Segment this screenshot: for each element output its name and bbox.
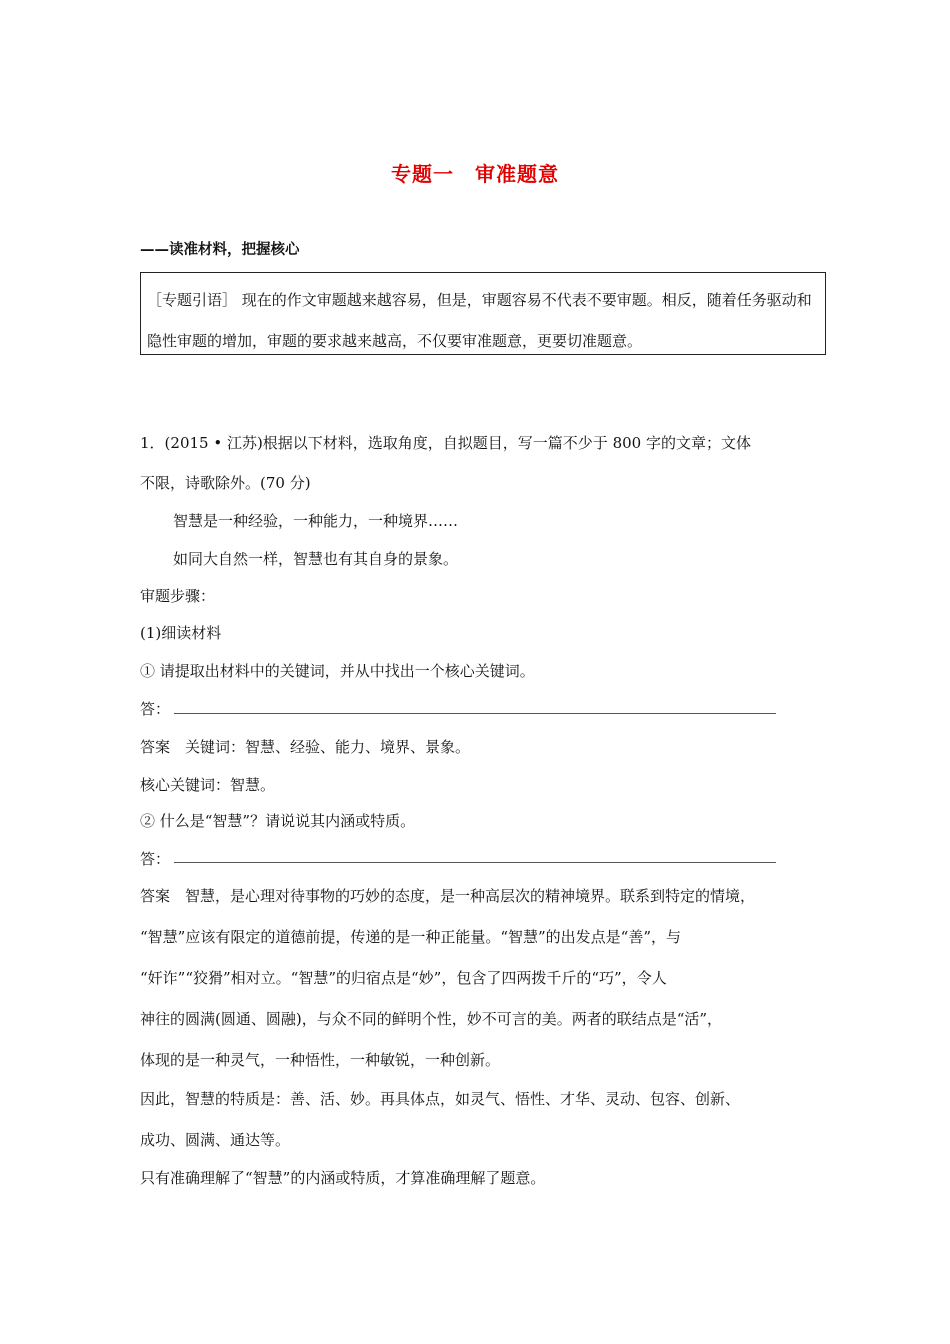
answer-2-line-5: 体现的是一种灵气，一种悟性，一种敏锐，一种创新。 [140, 1051, 501, 1069]
section-subtitle: ——读准材料，把握核心 [140, 242, 300, 258]
steps-heading: 审题步骤： [140, 587, 216, 605]
intro-box: ［专题引语］ 现在的作文审题越来越容易，但是，审题容易不代表不要审题。相反，随着任务驱动和隐性审题的增加，审题的要求越来越高，不仅要审准题意，更要切准题意。 [140, 272, 826, 355]
step-1-heading: (1)细读材料 [140, 624, 222, 642]
question-1: ① 请提取出材料中的关键词，并从中找出一个核心关键词。 [140, 662, 535, 680]
answer-2-line-6: 因此，智慧的特质是：善、活、妙。再具体点，如灵气、悟性、才华、灵动、包容、创新、 [140, 1090, 741, 1108]
answer-label-2: 答： [140, 850, 171, 868]
answer-2-line-7: 成功、圆满、通达等。 [140, 1131, 291, 1149]
answer-2-line-1: 答案 智慧，是心理对待事物的巧妙的态度，是一种高层次的精神境界。联系到特定的情境， [140, 887, 756, 905]
answer-1-line-2: 核心关键词：智慧。 [140, 776, 276, 794]
answer-2-line-3: “奸诈”“狡猾”相对立。“智慧”的归宿点是“妙”，包含了四两拨千斤的“巧”，令人 [140, 969, 667, 987]
page-title: 专题一 审准题意 [391, 162, 559, 186]
material-line-1: 智慧是一种经验，一种能力，一种境界…… [173, 512, 459, 530]
answer-blank-line-2 [174, 862, 776, 863]
answer-2-line-2: “智慧”应该有限定的道德前提，传递的是一种正能量。“智慧”的出发点是“善”，与 [140, 928, 682, 946]
material-line-2: 如同大自然一样，智慧也有其自身的景象。 [173, 550, 459, 568]
question-line-2: 不限，诗歌除外。(70 分) [140, 474, 311, 492]
answer-1-line-1: 答案 关键词：智慧、经验、能力、境界、景象。 [140, 738, 471, 756]
question-line-1: 1．(2015 • 江苏)根据以下材料，选取角度，自拟题目，写一篇不少于 800 字的文章；文体 [140, 434, 751, 452]
answer-2-line-8: 只有准确理解了“智慧”的内涵或特质，才算准确理解了题意。 [140, 1169, 546, 1187]
answer-blank-line-1 [174, 713, 776, 714]
answer-2-line-4: 神往的圆满(圆通、圆融)，与众不同的鲜明个性，妙不可言的美。两者的联结点是“活”， [140, 1010, 723, 1028]
question-2: ② 什么是“智慧”？请说说其内涵或特质。 [140, 812, 416, 830]
answer-label-1: 答： [140, 700, 171, 718]
